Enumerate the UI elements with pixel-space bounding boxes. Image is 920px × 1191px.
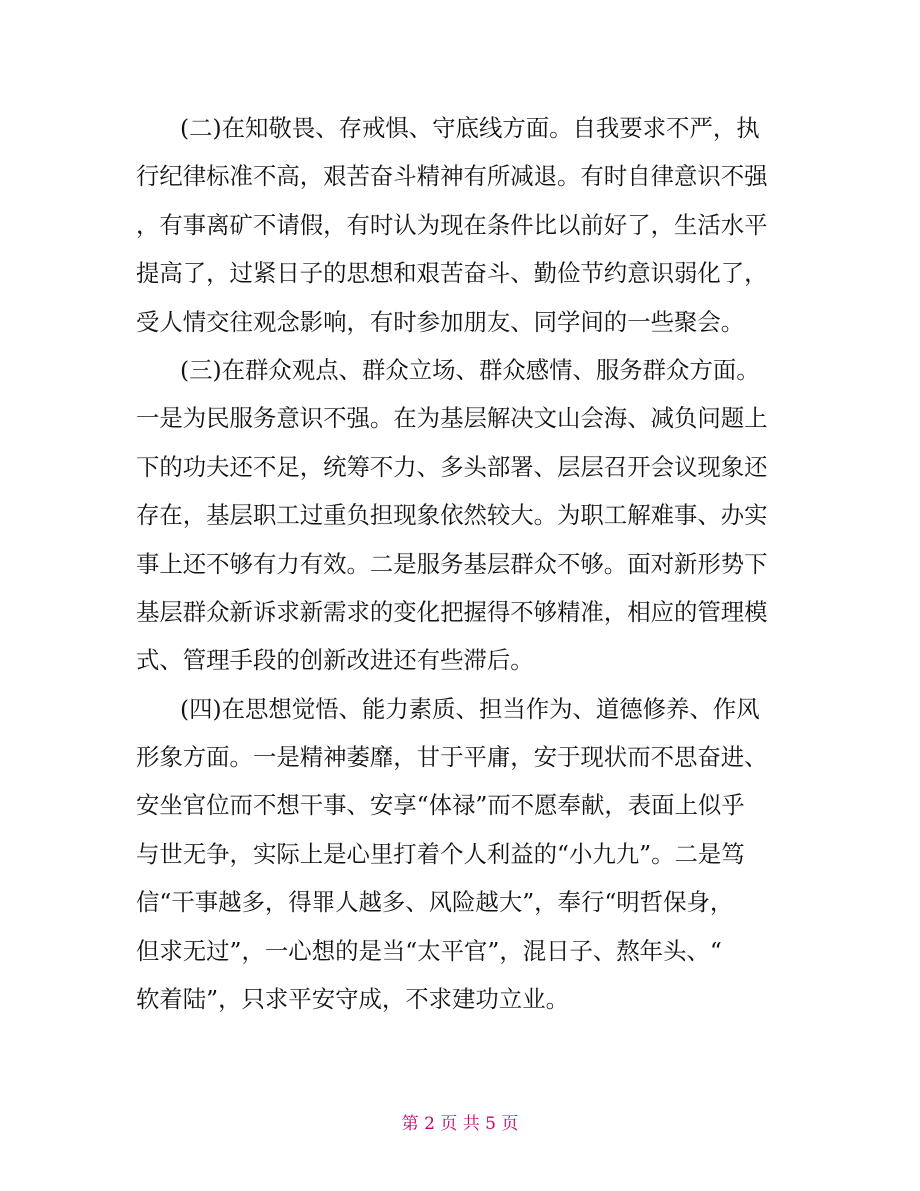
text-line: 软着陆”，只求平安守成，不求建功立业。	[136, 985, 569, 1014]
text-line: 基层群众新诉求新需求的变化把握得不够精准，相应的管理模	[136, 597, 768, 626]
text-line: 一是为民服务意识不强。在为基层解决文山会海、减负问题上	[136, 404, 768, 433]
text-line: 式、管理手段的创新改进还有些滞后。	[136, 646, 534, 675]
text-line: (二)在知敬畏、存戒惧、守底线方面。自我要求不严，执	[180, 114, 760, 142]
text-line: 受人情交往观念影响，有时参加朋友、同学间的一些聚会。	[136, 307, 745, 336]
text-line: (四)在思想觉悟、能力素质、担当作为、道德修养、作风	[180, 694, 760, 723]
text-line: 下的功夫还不足，统筹不力、多头部署、层层召开会议现象还	[136, 452, 768, 481]
text-line: ，有事离矿不请假，有时认为现在条件比以前好了，生活水平	[136, 210, 768, 239]
text-line: (三)在群众观点、群众立场、群众感情、服务群众方面。	[180, 355, 760, 384]
text-line: 与世无争，实际上是心里打着个人利益的“小九九”。二是笃	[136, 839, 745, 868]
text-line: 行纪律标准不高，艰苦奋斗精神有所减退。有时自律意识不强	[136, 162, 768, 191]
text-line: 安坐官位而不想干事、安享“体禄”而不愿奉献，表面上似乎	[136, 791, 745, 820]
document-body	[136, 104, 786, 1023]
text-line: 存在，基层职工过重负担现象依然较大。为职工解难事、办实	[136, 501, 768, 530]
page-number: 第 2 页 共 5 页	[401, 1114, 519, 1134]
text-line: 但求无过”，一心想的是当“太平官”，混日子、熬年头、“	[136, 936, 722, 965]
text-line: 提高了，过紧日子的思想和艰苦奋斗、勤俭节约意识弱化了，	[136, 259, 768, 288]
text-line: 形象方面。一是精神萎靡，甘于平庸，安于现状而不思奋进、	[136, 743, 768, 772]
text-line: 信“干事越多，得罪人越多、风险越大”，奉行“明哲保身，	[136, 888, 734, 917]
text-line: 事上还不够有力有效。二是服务基层群众不够。面对新形势下	[136, 549, 768, 578]
page-footer	[0, 1110, 920, 1138]
